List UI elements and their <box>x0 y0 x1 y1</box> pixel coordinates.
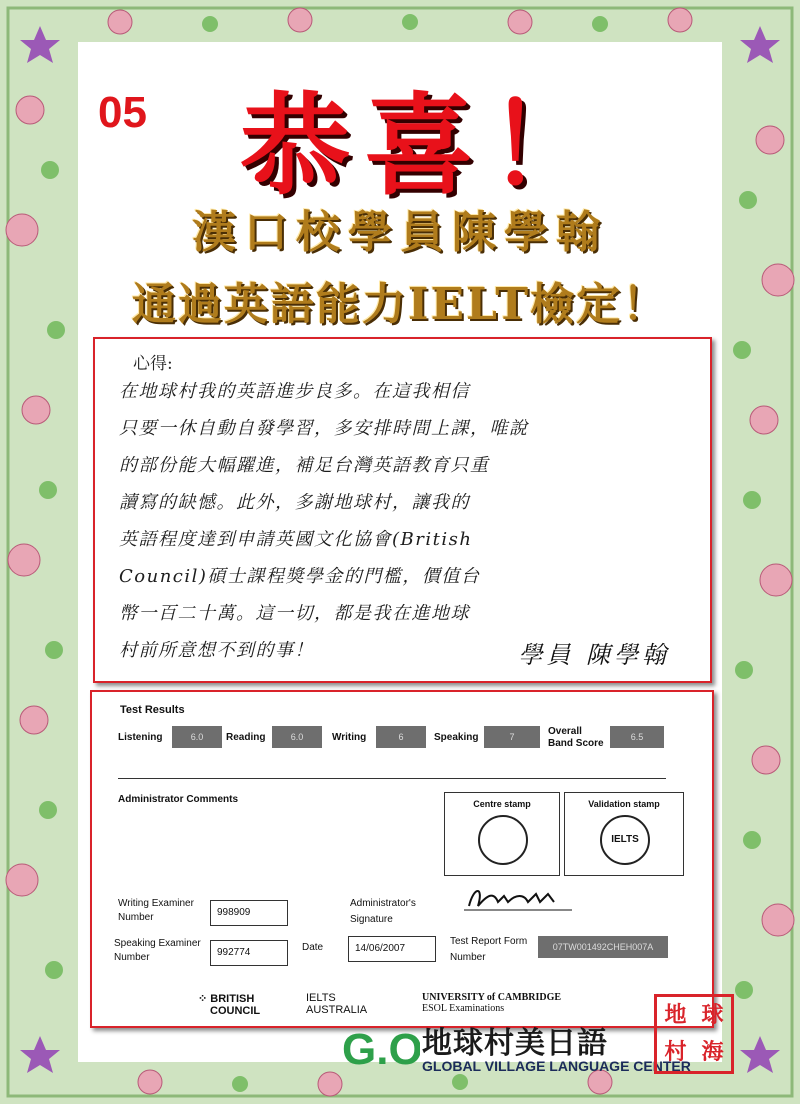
centre-stamp-box <box>444 792 560 876</box>
seal-char: 地 <box>664 1002 687 1028</box>
cambridge-esol-logo <box>422 992 561 1014</box>
ielts-australia-logo-line2: AUSTRALIA <box>306 1004 368 1016</box>
cambridge-logo-line2: ESOL Examinations <box>422 1003 505 1014</box>
centre-stamp-label: Centre stamp <box>473 799 531 809</box>
certificate-number: 05 <box>98 88 147 137</box>
administrator-signature-label-2: Signature <box>350 914 393 925</box>
global-village-logo-icon <box>340 1018 420 1078</box>
student-headline: 漢口校學員陳學翰 <box>192 207 608 258</box>
testimonial-title: 心得: <box>133 354 173 374</box>
congratulations-title: 恭喜！ <box>240 81 612 210</box>
speaking-label: Speaking <box>434 732 479 743</box>
speaking-examiner-label: Speaking Examiner <box>114 938 201 949</box>
testimonial-line: Council)碩士課程獎學金的門檻，價值台 <box>119 566 481 587</box>
writing-label: Writing <box>332 732 367 743</box>
red-seal-stamp <box>654 994 734 1074</box>
band-score-label: Band Score <box>548 738 604 749</box>
testimonial-text <box>119 373 694 669</box>
test-report-form-number: 07TW001492CHEH007A <box>538 936 668 958</box>
seal-char: 海 <box>701 1039 724 1065</box>
testimonial-line: 在地球村我的英語進步良多。在這我相信 <box>119 381 470 402</box>
testimonial-card <box>93 337 712 683</box>
british-council-stamp-icon <box>478 815 528 865</box>
reading-label: Reading <box>226 732 266 743</box>
overall-label: Overall <box>548 726 582 737</box>
validation-stamp-box <box>564 792 684 876</box>
validation-stamp-label: Validation stamp <box>588 799 660 809</box>
cambridge-logo-line1: UNIVERSITY of CAMBRIDGE <box>422 992 562 1003</box>
testimonial-line: 村前所意想不到的事！ <box>119 640 314 661</box>
test-report-form-number-label: Number <box>450 952 486 963</box>
test-report-form-label: Test Report Form <box>450 936 528 947</box>
brand-name-chinese: 地球村美日語 <box>422 1026 608 1061</box>
test-results-title: Test Results <box>120 704 185 716</box>
testimonial-signature: 學員 陳學翰 <box>518 641 670 669</box>
date-label: Date <box>302 942 324 953</box>
testimonial-line: 讀寫的缺憾。此外，多謝地球村，讓我的 <box>119 492 470 513</box>
logo-letters: G.O <box>342 1025 420 1074</box>
achievement-headline: 通過英語能力IELT檢定！ <box>131 279 669 330</box>
seal-char: 球 <box>701 1002 724 1028</box>
british-council-icon: ⁘ <box>198 993 208 1005</box>
ielts-test-report <box>90 690 714 1028</box>
reading-score: 6.0 <box>272 726 322 748</box>
testimonial-line: 幣一百二十萬。這一切，都是我在進地球 <box>119 603 470 624</box>
speaking-score: 7 <box>484 726 540 748</box>
divider <box>118 778 666 779</box>
brand-name-english: GLOBAL VILLAGE LANGUAGE CENTER <box>422 1058 691 1074</box>
british-council-logo-line1: BRITISH <box>210 993 255 1005</box>
testimonial-line: 英語程度達到申請英國文化協會(British <box>119 529 473 550</box>
writing-score: 6 <box>376 726 426 748</box>
seal-char: 村 <box>664 1039 687 1065</box>
test-date: 14/06/2007 <box>348 936 436 962</box>
writing-examiner-label: Writing Examiner <box>118 898 194 909</box>
global-village-brand <box>340 1018 691 1082</box>
writing-examiner-number: 998909 <box>210 900 288 926</box>
listening-label: Listening <box>118 732 163 743</box>
writing-examiner-number-label: Number <box>118 912 154 923</box>
listening-score: 6.0 <box>172 726 222 748</box>
administrator-signature-label: Administrator's <box>350 898 416 909</box>
overall-band-score: 6.5 <box>610 726 664 748</box>
british-council-logo <box>198 992 260 1017</box>
administrator-signature-icon <box>464 884 574 914</box>
ielts-australia-logo-line1: IELTS <box>306 992 336 1004</box>
british-council-logo-line2: COUNCIL <box>210 1005 261 1017</box>
speaking-examiner-number-label: Number <box>114 952 150 963</box>
ielts-validation-stamp-icon: IELTS <box>600 815 650 865</box>
administrator-comments-label: Administrator Comments <box>118 794 239 805</box>
ielts-australia-logo <box>306 992 367 1016</box>
testimonial-line: 的部份能大幅躍進，補足台灣英語教育只重 <box>119 455 490 476</box>
speaking-examiner-number: 992774 <box>210 940 288 966</box>
testimonial-line: 只要一休自動自發學習，多安排時間上課，唯說 <box>119 418 529 439</box>
